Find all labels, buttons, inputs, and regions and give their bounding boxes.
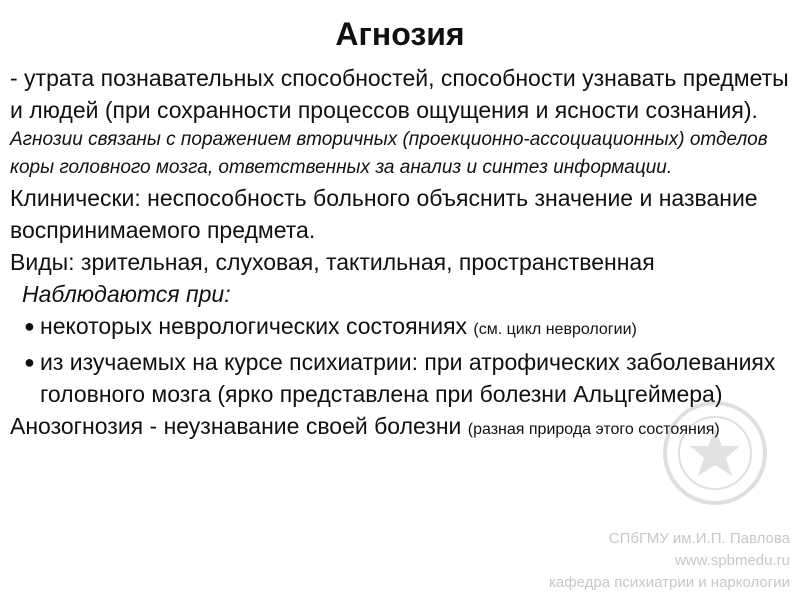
observed-heading: Наблюдаются при:	[22, 281, 231, 307]
list-item	[10, 310, 790, 346]
bullet-icon: ●	[24, 316, 35, 336]
footer	[549, 528, 790, 594]
slide-content	[10, 62, 790, 446]
anosognosia-label: Анозогнозия - неузнавание своей болезни	[10, 413, 462, 439]
types-text: Виды: зрительная, слуховая, тактильная, пространственная	[10, 249, 655, 275]
bullet-icon: ●	[24, 352, 35, 372]
definition-text: - утрата познавательных способностей, способности узнавать предметы и людей (при сохранности процессов ощущения и ясности сознания).	[10, 65, 789, 123]
university-seal-icon	[660, 398, 770, 508]
footer-university: СПбГМУ им.И.П. Павлова	[608, 530, 790, 547]
footer-website: www.spbmedu.ru	[674, 552, 790, 569]
footer-department: кафедра психиатрии и наркологии	[549, 574, 790, 591]
list-item-text: из изучаемых на курсе психиатрии: при атрофических заболеваниях головного мозга (ярко представлена при болезни Альцгеймера)	[40, 349, 776, 407]
clinical-text: Клинически: неспособность больного объяснить значение и название воспринимаемого предмета.	[10, 185, 758, 243]
list-item-text: некоторых неврологических состояниях	[40, 313, 468, 339]
list-item-note: (см. цикл неврологии)	[473, 321, 637, 338]
italic-note: Агнозии связаны с поражением вторичных (проекционно-ассоциационных) отделов коры головного мозга, ответственных за анализ и синтез информации.	[10, 129, 768, 178]
page-title: Агнозия	[335, 16, 465, 52]
anosognosia-note: (разная природа этого состояния)	[467, 421, 720, 438]
